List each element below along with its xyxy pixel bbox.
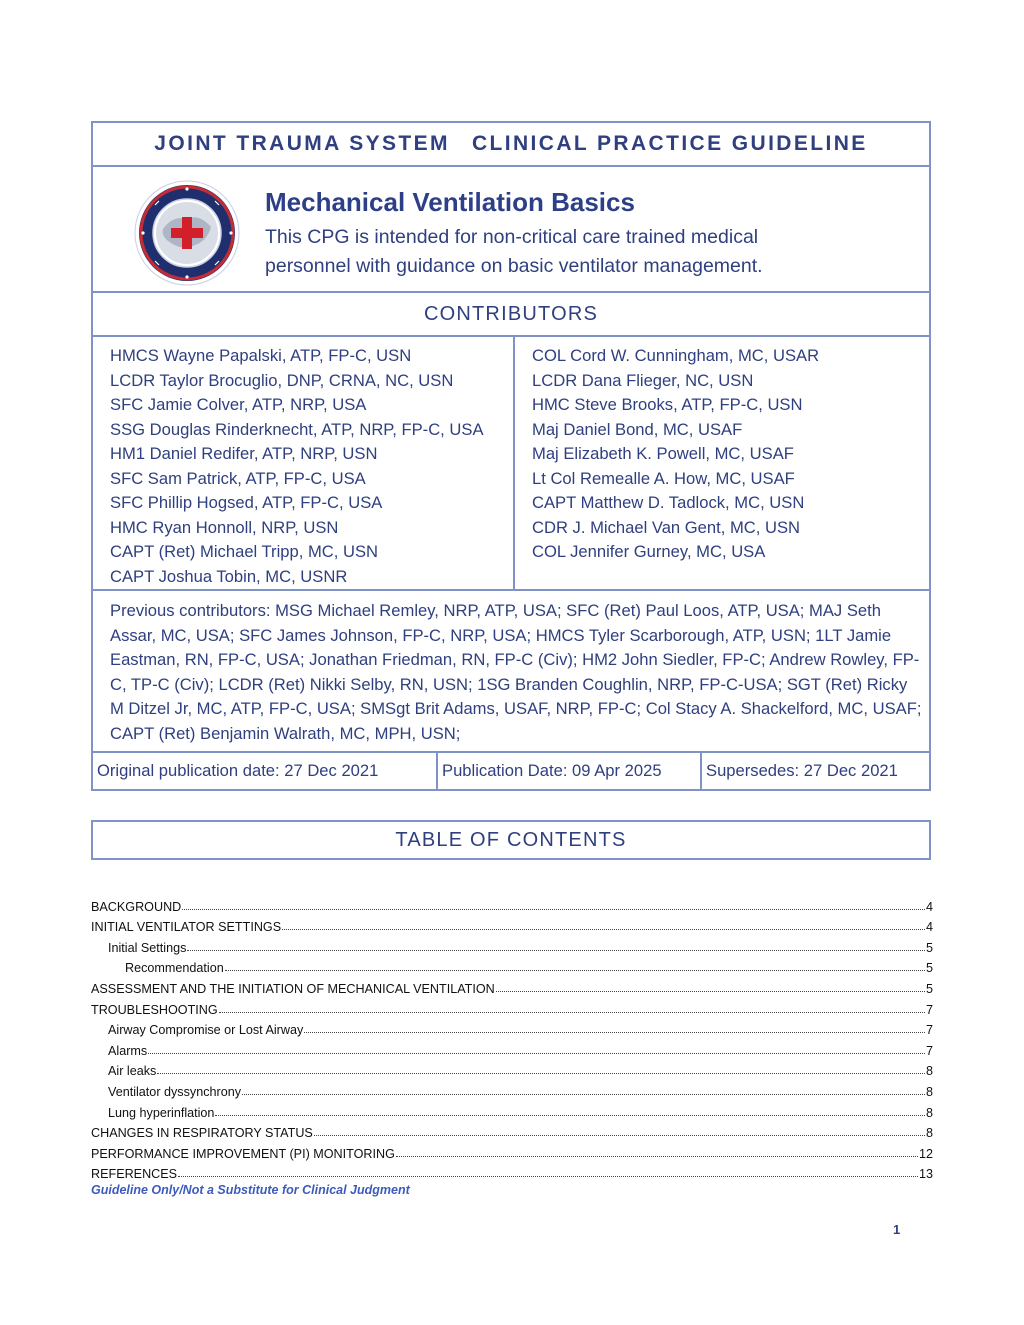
- contributor-name: Maj Daniel Bond, MC, USAF: [532, 419, 743, 439]
- table-of-contents: [91, 893, 933, 1181]
- toc-entry-page: 8: [925, 1084, 933, 1099]
- toc-entry[interactable]: [91, 1037, 933, 1058]
- contributors-left-column: [93, 337, 515, 589]
- toc-leader-dots: [178, 1176, 918, 1177]
- contributor-name: LCDR Taylor Brocuglio, DNP, CRNA, NC, USN: [110, 370, 454, 390]
- disclaimer-note: Guideline Only/Not a Substitute for Clinical Judgment: [91, 1183, 410, 1197]
- contributors-right-column: [515, 337, 929, 589]
- toc-entry[interactable]: [91, 996, 933, 1017]
- title-section: [93, 167, 929, 293]
- contributor-name: SFC Sam Patrick, ATP, FP-C, USA: [110, 468, 366, 488]
- toc-leader-dots: [225, 970, 925, 971]
- contributor-name: HMCS Wayne Papalski, ATP, FP-C, USN: [110, 346, 412, 365]
- contributor-name: CDR J. Michael Van Gent, MC, USN: [532, 517, 801, 537]
- contributor-name: CAPT Joshua Tobin, MC, USNR: [110, 566, 348, 586]
- contributor-name: HMC Steve Brooks, ATP, FP-C, USN: [532, 395, 803, 414]
- toc-entry-page: 4: [925, 920, 933, 935]
- toc-entry[interactable]: [91, 1099, 933, 1120]
- toc-leader-dots: [496, 991, 925, 992]
- toc-entry-page: 5: [925, 940, 933, 955]
- contributor-name: COL Jennifer Gurney, MC, USA: [532, 542, 766, 561]
- contributor-name: LCDR Dana Flieger, NC, USN: [532, 370, 754, 390]
- toc-entry[interactable]: [91, 1017, 933, 1038]
- toc-entry-page: 7: [925, 1043, 933, 1058]
- contributor-name: Lt Col Remealle A. How, MC, USAF: [532, 468, 795, 488]
- previous-contributors: Previous contributors: MSG Michael Remley, NRP, ATP, USA; SFC (Ret) Paul Loos, ATP, USA; MAJ Seth Assar, MC, USA; SFC James Johnson, FP-C, NRP, USA; HMCS Tyler Scarborough, ATP, USN; 1LT Jamie Eastman, RN, FP-C, USA; Jonathan Friedman, RN, FP-C (Civ); HM2 John Siedler, FP-C; Andrew Rowley, FP-C, TP-C (Civ); LCDR (Ret) Nikki Selby, RN, USN; 1SG Branden Coughlin, NRP, FP-C-USA; SGT (Ret) Ricky M Ditzel Jr, MC, ATP, FP-C, USA; SMSgt Brit Adams, USAF, NRP, FP-C; Col Stacy A. Shackelford, MC, USAF; CAPT (Ret) Benjamin Walrath, MC, MPH, USN;: [93, 591, 929, 753]
- contributor-name: SFC Phillip Hogsed, ATP, FP-C, USA: [110, 493, 383, 512]
- toc-entry-page: 12: [918, 1146, 933, 1161]
- toc-entry[interactable]: [91, 975, 933, 996]
- toc-entry[interactable]: [91, 934, 933, 955]
- toc-entry-page: 5: [925, 961, 933, 976]
- toc-entry-label: Lung hyperinflation: [108, 1105, 215, 1120]
- toc-entry[interactable]: [91, 1140, 933, 1161]
- toc-entry-page: 7: [925, 1002, 933, 1017]
- toc-entry[interactable]: [91, 1058, 933, 1079]
- toc-entry[interactable]: [91, 955, 933, 976]
- contributors-table: [93, 337, 929, 591]
- banner-org: JOINT TRAUMA SYSTEM: [154, 132, 450, 155]
- publication-date: Publication Date: 09 Apr 2025: [438, 753, 702, 789]
- toc-entry-label: Airway Compromise or Lost Airway: [108, 1023, 304, 1038]
- toc-leader-dots: [219, 1012, 925, 1013]
- toc-leader-dots: [282, 929, 925, 930]
- contributor-name: HM1 Daniel Redifer, ATP, NRP, USN: [110, 444, 378, 463]
- contributor-name: HMC Ryan Honnoll, NRP, USN: [110, 517, 339, 537]
- toc-leader-dots: [187, 950, 925, 951]
- contributors-heading: CONTRIBUTORS: [93, 293, 929, 337]
- guideline-banner: [93, 123, 929, 167]
- toc-leader-dots: [157, 1073, 925, 1074]
- guideline-subtitle: This CPG is intended for non-critical care trained medical personnel with guidance on basic ventilator management.: [265, 226, 763, 277]
- toc-entry-label: INITIAL VENTILATOR SETTINGS: [91, 920, 282, 935]
- contributor-name: CAPT Matthew D. Tadlock, MC, USN: [532, 493, 805, 512]
- toc-leader-dots: [182, 909, 925, 910]
- toc-entry-page: 13: [918, 1167, 933, 1182]
- toc-leader-dots: [242, 1094, 925, 1095]
- toc-entry-label: REFERENCES: [91, 1167, 178, 1182]
- page-number: 1: [893, 1222, 901, 1237]
- toc-entry-label: PERFORMANCE IMPROVEMENT (PI) MONITORING: [91, 1146, 395, 1161]
- toc-entry-label: CHANGES IN RESPIRATORY STATUS: [91, 1126, 313, 1141]
- toc-entry-page: 8: [925, 1064, 933, 1079]
- toc-entry-page: 4: [925, 899, 933, 914]
- toc-entry-label: Initial Settings: [108, 940, 187, 955]
- toc-entry-page: 8: [925, 1105, 933, 1120]
- contributor-name: COL Cord W. Cunningham, MC, USAR: [532, 346, 820, 365]
- contributor-name: SFC Jamie Colver, ATP, NRP, USA: [110, 395, 367, 414]
- toc-entry-page: 8: [925, 1126, 933, 1141]
- contributor-name: Maj Elizabeth K. Powell, MC, USAF: [532, 444, 794, 463]
- contributor-name: CAPT (Ret) Michael Tripp, MC, USN: [110, 542, 379, 561]
- toc-entry[interactable]: [91, 1161, 933, 1182]
- toc-entry[interactable]: [91, 893, 933, 914]
- cpg-header-box: [91, 121, 931, 791]
- toc-entry-page: 7: [925, 1023, 933, 1038]
- toc-leader-dots: [148, 1053, 925, 1054]
- toc-entry[interactable]: [91, 914, 933, 935]
- toc-entry-page: 5: [925, 981, 933, 996]
- joint-trauma-system-seal-icon: [133, 179, 241, 287]
- toc-leader-dots: [314, 1135, 925, 1136]
- original-publication-date: Original publication date: 27 Dec 2021: [93, 753, 438, 789]
- toc-entry-label: ASSESSMENT AND THE INITIATION OF MECHANICAL VENTILATION: [91, 981, 495, 996]
- publication-dates-row: [93, 753, 929, 789]
- banner-type: CLINICAL PRACTICE GUIDELINE: [471, 132, 868, 155]
- toc-leader-dots: [396, 1156, 918, 1157]
- toc-entry-label: Alarms: [108, 1043, 148, 1058]
- toc-entry[interactable]: [91, 1120, 933, 1141]
- toc-heading: TABLE OF CONTENTS: [91, 820, 931, 860]
- toc-entry-label: Recommendation: [125, 961, 224, 976]
- toc-entry-label: TROUBLESHOOTING: [91, 1002, 218, 1017]
- supersedes-date: Supersedes: 27 Dec 2021: [706, 761, 898, 780]
- contributor-name: SSG Douglas Rinderknecht, ATP, NRP, FP-C, USA: [110, 419, 484, 439]
- toc-leader-dots: [304, 1032, 925, 1033]
- toc-entry-label: BACKGROUND: [91, 899, 182, 914]
- toc-entry-label: Ventilator dyssynchrony: [108, 1084, 242, 1099]
- toc-entry[interactable]: [91, 1078, 933, 1099]
- toc-leader-dots: [215, 1115, 925, 1116]
- guideline-title: Mechanical Ventilation Basics: [265, 187, 635, 217]
- toc-entry-label: Air leaks: [108, 1064, 157, 1079]
